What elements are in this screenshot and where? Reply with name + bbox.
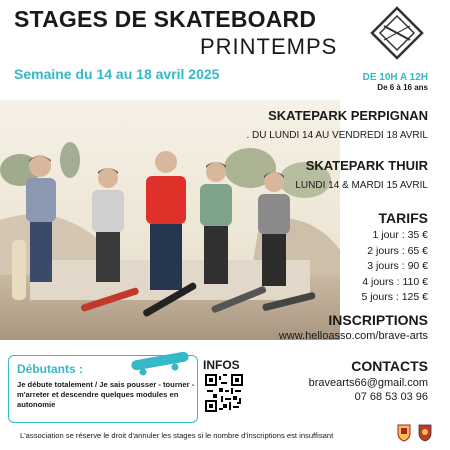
debutants-box: [8, 355, 198, 423]
tarifs-title: TARIFS: [378, 210, 428, 226]
infos-title: INFOS: [203, 358, 240, 372]
inscriptions-link[interactable]: www.helloasso.com/brave-arts: [278, 330, 428, 342]
skateboard-icon: [127, 350, 193, 380]
contact-phone[interactable]: 07 68 53 03 96: [354, 391, 428, 403]
footer-disclaimer: L'association se réserve le droit d'annuler les stages si le nombre d'inscriptions est insuffisant: [20, 431, 334, 440]
venue-thuir: SKATEPARK THUIR: [305, 158, 428, 173]
tarif-item: 5 jours : 125 €: [361, 291, 428, 303]
town-emblem-icon: [397, 424, 411, 442]
hours-text: DE 10H A 12H: [362, 72, 428, 83]
venue-perpignan-dates: . DU LUNDI 14 AU VENDREDI 18 AVRIL: [246, 130, 428, 141]
venue-perpignan: SKATEPARK PERPIGNAN: [268, 108, 428, 123]
debutants-title: Débutants :: [17, 362, 83, 376]
debutants-text: Je débute totalement / Je sais pousser - tourner -m'arreter et descendre quelques modules en autonomie: [17, 380, 195, 409]
schedule-info: [363, 72, 428, 92]
tarif-item: 4 jours : 110 €: [362, 275, 428, 288]
tarif-item: 2 jours : 65 €: [367, 244, 428, 257]
ages-text: De 6 à 16 ans: [377, 83, 428, 92]
poster-title: STAGES DE SKATEBOARD: [14, 6, 317, 32]
contact-email[interactable]: bravearts66@gmail.com: [308, 377, 428, 389]
venue-thuir-dates: LUNDI 14 & MARDI 15 AVRIL: [295, 180, 428, 191]
qr-code[interactable]: [205, 374, 243, 412]
tarifs-list: [361, 228, 428, 306]
inscriptions-title: INSCRIPTIONS: [328, 312, 428, 328]
week-dates: Semaine du 14 au 18 avril 2025: [14, 66, 220, 82]
tarif-item: 1 jour : 35 €: [372, 229, 428, 241]
contacts-title: CONTACTS: [351, 358, 428, 374]
tarif-item: 3 jours : 90 €: [367, 260, 428, 272]
poster-subtitle: PRINTEMPS: [200, 34, 338, 59]
region-emblem-icon: [418, 424, 432, 442]
brave-arts-logo: [370, 6, 424, 64]
